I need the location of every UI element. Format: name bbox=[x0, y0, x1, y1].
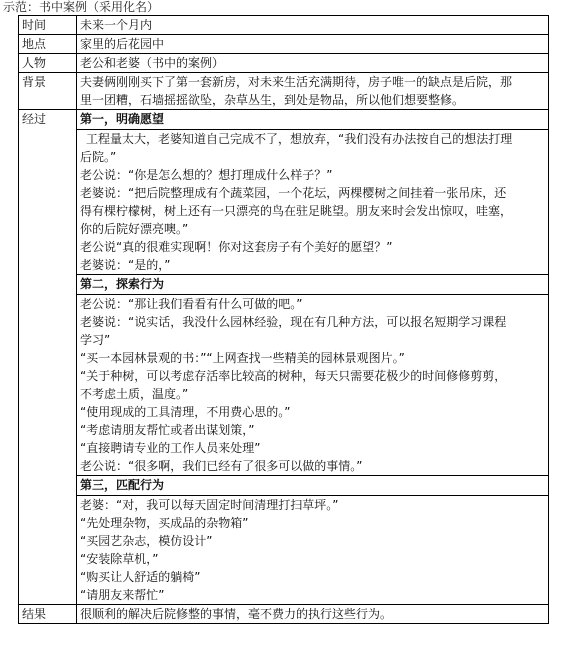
dialogue-line: 老公说：“你是怎么想的？想打理成什么样子？” bbox=[80, 168, 333, 182]
section-title: 第二，探索行为 bbox=[77, 275, 549, 295]
section-title: 第一，明确愿望 bbox=[77, 110, 549, 130]
label-people: 人物 bbox=[19, 54, 77, 73]
dialogue-line: 老公说：“很多啊，我们已经有了很多可以做的事情。” bbox=[80, 459, 363, 473]
row-result bbox=[19, 605, 549, 624]
dialogue-line: 老婆说：“把后院整理成有个蔬菜园，一个花坛，两棵樱树之间挂着一张吊床，还 bbox=[80, 186, 507, 200]
section-body bbox=[77, 295, 549, 476]
row-time bbox=[19, 16, 549, 35]
row-process-body-2 bbox=[19, 295, 549, 476]
dialogue-line: “购买让人舒适的躺椅” bbox=[80, 570, 201, 584]
label-process: 经过 bbox=[19, 110, 77, 605]
dialogue-line: 工程量太大，老婆知道自己完成不了，想放弃，“我们没有办法按自己的想法打理 bbox=[86, 132, 513, 146]
dialogue-line: 老公说“真的很难实现啊！你对这套房子有个美好的愿望？” bbox=[80, 240, 393, 254]
dialogue-line: “请朋友来帮忙” bbox=[80, 588, 165, 602]
dialogue-line: 你的后院好漂亮噢。” bbox=[80, 222, 189, 236]
row-background bbox=[19, 73, 549, 110]
row-process-head-3 bbox=[19, 476, 549, 496]
dialogue-line: 老婆：“对，我可以每天固定时间清理打扫草坪。” bbox=[80, 498, 339, 512]
label-result: 结果 bbox=[19, 605, 77, 624]
row-place bbox=[19, 35, 549, 54]
row-process-head-1 bbox=[19, 110, 549, 130]
background-line: 夫妻俩刚刚买下了第一套新房，对未来生活充满期待，房子唯一的缺点是后院，那 bbox=[80, 75, 513, 89]
section-body bbox=[77, 496, 549, 605]
dialogue-line: “先处理杂物，买成品的杂物箱” bbox=[80, 516, 249, 530]
dialogue-line: 老公说：“那让我们看看有什么可做的吧。” bbox=[80, 297, 303, 311]
dialogue-line: 老婆说：“是的，” bbox=[80, 258, 171, 272]
dialogue-line: “买一本园林景观的书：”“上网查找一些精美的园林景观图片。” bbox=[80, 351, 405, 365]
section-body bbox=[77, 130, 549, 275]
row-process-head-2 bbox=[19, 275, 549, 295]
dialogue-line: 学习” bbox=[80, 333, 111, 347]
row-people bbox=[19, 54, 549, 73]
value-background bbox=[77, 73, 549, 110]
label-place: 地点 bbox=[19, 35, 77, 54]
dialogue-line: “关于种树，可以考虑存活率比较高的树种，每天只需要花极少的时间修修剪剪， bbox=[80, 369, 507, 383]
label-time: 时间 bbox=[19, 16, 77, 35]
value-people: 老公和老婆（书中的案例） bbox=[77, 54, 549, 73]
dialogue-line: 不考虑土质，温度。” bbox=[80, 387, 189, 401]
dialogue-line: “使用现成的工具清理，不用费心思的。” bbox=[80, 405, 291, 419]
dialogue-line: “考虑请朋友帮忙或者出谋划策，” bbox=[80, 423, 255, 437]
caption: 示范：书中案例（采用化名） bbox=[3, 0, 160, 14]
background-line: 里一团糟，石墙摇摇欲坠，杂草丛生，到处是物品，所以他们想要整修。 bbox=[80, 93, 465, 107]
dialogue-line: 后院。” bbox=[80, 150, 117, 164]
dialogue-line: 老婆说：“说实话，我没什么园林经验，现在有几种方法，可以报名短期学习课程 bbox=[80, 315, 507, 329]
case-table bbox=[18, 15, 549, 624]
row-process-body-3 bbox=[19, 496, 549, 605]
dialogue-line: “直接聘请专业的工作人员来处理” bbox=[80, 441, 261, 455]
value-time: 未来一个月内 bbox=[77, 16, 549, 35]
dialogue-line: “安装除草机，” bbox=[80, 552, 159, 566]
dialogue-line: “买园艺杂志，模仿设计” bbox=[80, 534, 213, 548]
dialogue-line: 得有棵柠檬树，树上还有一只漂亮的鸟在驻足眺望。朋友来时会发出惊叹，哇塞， bbox=[80, 204, 513, 218]
row-process-body-1 bbox=[19, 130, 549, 275]
value-result: 很顺利的解决后院修整的事情，毫不费力的执行这些行为。 bbox=[77, 605, 549, 624]
label-background: 背景 bbox=[19, 73, 77, 110]
value-place: 家里的后花园中 bbox=[77, 35, 549, 54]
section-title: 第三，匹配行为 bbox=[77, 476, 549, 496]
